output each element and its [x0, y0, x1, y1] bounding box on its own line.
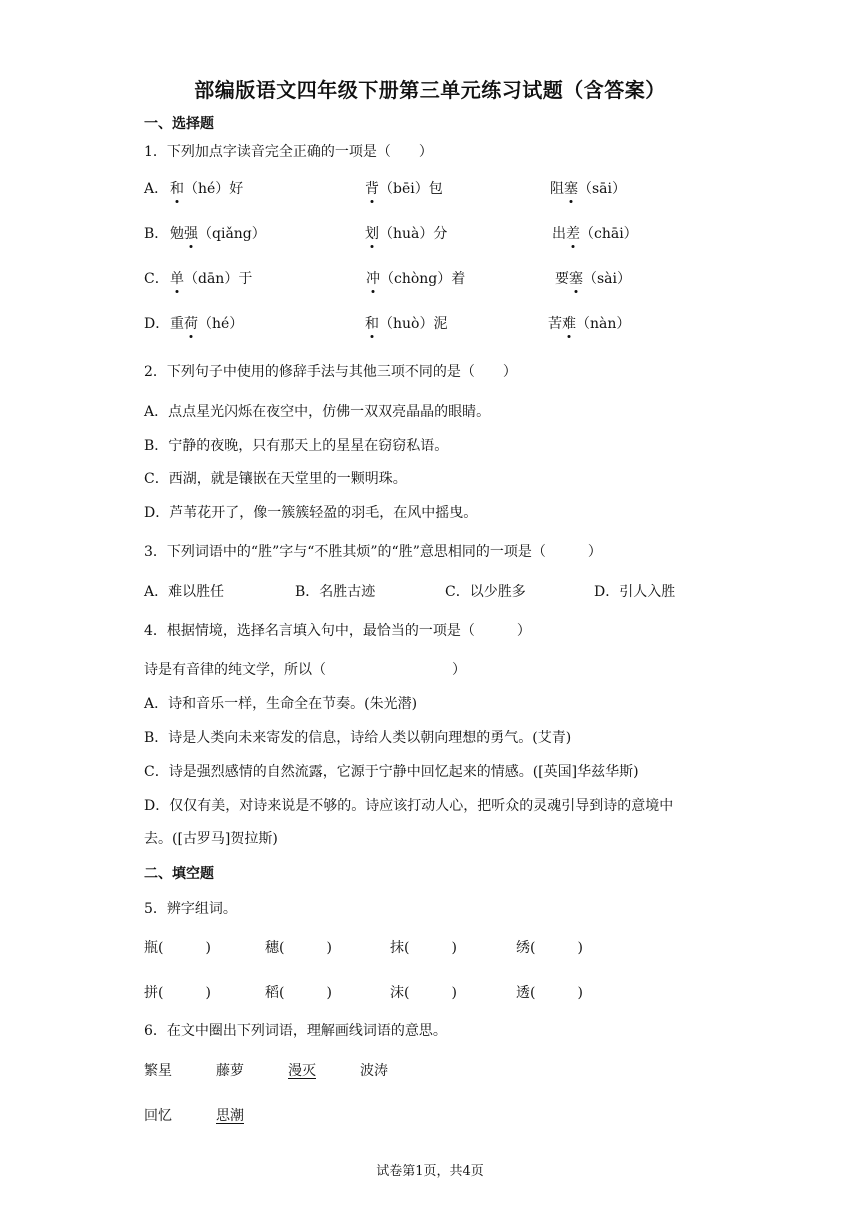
- option-item: 要塞（sài）: [555, 268, 631, 288]
- option-label: C．: [144, 271, 169, 287]
- option-label: A．: [144, 181, 169, 197]
- word-blank: 抹( ): [390, 940, 457, 956]
- question-2-option-b: B．宁静的夜晚，只有那天上的星星在窃窃私语。: [144, 438, 449, 454]
- word-blank: 绣( ): [516, 940, 583, 956]
- option-item: 重荷（hé）: [170, 313, 243, 333]
- option-item: 勉强（qiǎng）: [170, 223, 266, 243]
- option-label: D．: [144, 316, 170, 332]
- question-3-stem: 3．下列词语中的“胜”字与“不胜其烦”的“胜”意思相同的一项是（ ）: [144, 544, 602, 560]
- option-item: 冲（chòng）着: [366, 268, 465, 288]
- question-4-option-b: B．诗是人类向未来寄发的信息，诗给人类以朝向理想的勇气。(艾青): [144, 730, 572, 746]
- word-blank: 穗( ): [265, 940, 332, 956]
- word-blank: 瓶( ): [144, 940, 211, 956]
- question-4-option-d-continued: 去。([古罗马]贺拉斯): [144, 831, 278, 847]
- question-3-option-a: A．难以胜任: [144, 584, 225, 600]
- word: 繁星: [144, 1063, 172, 1079]
- question-4-context: 诗是有音律的纯文学，所以（ ）: [144, 662, 466, 678]
- question-3-option-b: B．名胜古迹: [295, 584, 376, 600]
- word-blank: 稻( ): [265, 985, 332, 1001]
- underlined-word: 思潮: [216, 1108, 244, 1124]
- word: 回忆: [144, 1108, 172, 1124]
- section-heading-choice: 一、选择题: [144, 116, 214, 132]
- question-5-stem: 5．辨字组词。: [144, 901, 237, 917]
- section-heading-fill: 二、填空题: [144, 866, 214, 882]
- question-4-stem: 4．根据情境，选择名言填入句中，最恰当的一项是（ ）: [144, 623, 531, 639]
- word-blank: 透( ): [516, 985, 583, 1001]
- question-2-option-d: D．芦苇花开了，像一簇簇轻盈的羽毛，在风中摇曳。: [144, 505, 478, 521]
- option-item: 背（bēi）包: [365, 178, 443, 198]
- word-blank: 沫( ): [390, 985, 457, 1001]
- option-item: 出差（chāi）: [552, 223, 638, 243]
- option-item: 划（huà）分: [365, 223, 447, 243]
- page-footer: 试卷第1页，共4页: [376, 1164, 484, 1179]
- question-6-stem: 6．在文中圈出下列词语，理解画线词语的意思。: [144, 1023, 447, 1039]
- question-4-option-d: D．仅仅有美，对诗来说是不够的。诗应该打动人心，把听众的灵魂引导到诗的意境中: [144, 798, 674, 814]
- option-item: 阻塞（sāi）: [550, 178, 626, 198]
- question-4-option-a: A．诗和音乐一样，生命全在节奏。(朱光潜): [144, 696, 418, 712]
- page-title: 部编版语文四年级下册第三单元练习试题（含答案）: [194, 78, 666, 102]
- option-item: 苦难（nàn）: [548, 313, 630, 333]
- question-1-stem: 1．下列加点字读音完全正确的一项是（ ）: [144, 144, 433, 160]
- word: 藤萝: [216, 1063, 244, 1079]
- question-3-option-c: C．以少胜多: [445, 584, 526, 600]
- option-label: B．: [144, 226, 169, 242]
- question-4-option-c: C．诗是强烈感情的自然流露，它源于宁静中回忆起来的情感。([英国]华兹华斯): [144, 764, 639, 780]
- question-2-option-a: A．点点星光闪烁在夜空中，仿佛一双双亮晶晶的眼睛。: [144, 404, 491, 420]
- word: 波涛: [360, 1063, 388, 1079]
- question-2-option-c: C．西湖，就是镶嵌在天堂里的一颗明珠。: [144, 471, 407, 487]
- word-blank: 拼( ): [144, 985, 211, 1001]
- underlined-word: 漫灭: [288, 1063, 316, 1079]
- option-item: 单（dān）于: [170, 268, 252, 288]
- option-item: 和（hé）好: [170, 178, 243, 198]
- option-item: 和（huò）泥: [365, 313, 447, 333]
- question-2-stem: 2．下列句子中使用的修辞手法与其他三项不同的是（ ）: [144, 364, 517, 380]
- question-3-option-d: D．引人入胜: [594, 584, 676, 600]
